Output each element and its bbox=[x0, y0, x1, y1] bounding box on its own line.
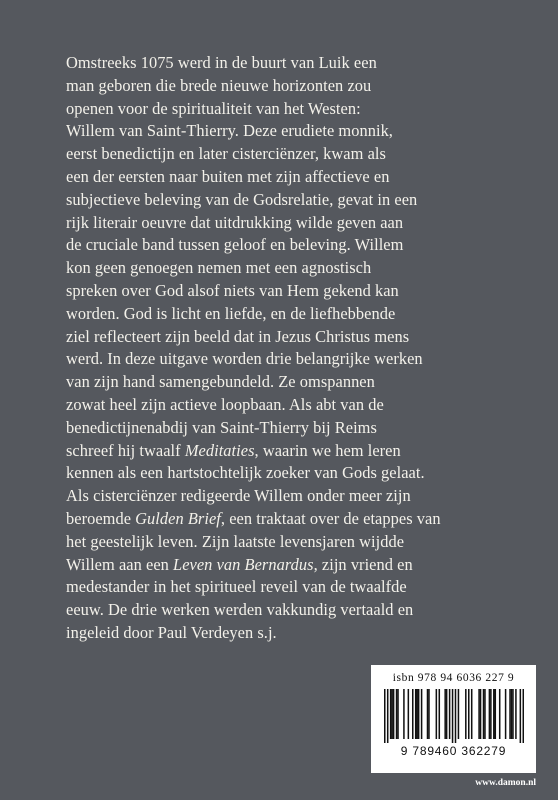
blurb-text: de cruciale band tussen geloof en beleving. Willem bbox=[66, 235, 404, 255]
barcode-bar bbox=[435, 689, 437, 739]
blurb-text: openen voor de spiritualiteit van het Westen: bbox=[66, 98, 361, 118]
blurb-line bbox=[66, 394, 536, 417]
blurb-line bbox=[66, 462, 536, 485]
barcode-bar bbox=[482, 689, 484, 739]
barcode-bars bbox=[384, 689, 524, 743]
barcode-bar bbox=[484, 689, 486, 739]
barcode-bar bbox=[468, 689, 470, 739]
blurb-text: kennen als een hartstochtelijk zoeker van Gods gelaat. bbox=[66, 463, 425, 483]
blurb-line bbox=[66, 189, 536, 212]
barcode-bar bbox=[493, 689, 495, 739]
blurb-line bbox=[66, 371, 536, 394]
barcode-bar bbox=[397, 689, 399, 739]
barcode-bar bbox=[512, 689, 514, 739]
book-title: Leven van Bernardus bbox=[173, 554, 314, 574]
blurb-line bbox=[66, 143, 536, 166]
blurb-text: het geestelijk leven. Zijn laatste levensjaren wijdde bbox=[66, 531, 405, 551]
blurb-text: Omstreeks 1075 werd in de buurt van Luik een bbox=[66, 53, 377, 72]
blurb-text: subjectieve beleving van de Godsrelatie, gevat in een bbox=[66, 189, 418, 209]
blurb-line bbox=[66, 280, 536, 303]
blurb-line bbox=[66, 576, 536, 599]
blurb-line bbox=[66, 326, 536, 349]
back-cover-blurb bbox=[66, 52, 536, 645]
blurb-line bbox=[66, 348, 536, 371]
barcode-bar bbox=[445, 689, 447, 739]
barcode-bar bbox=[470, 689, 472, 739]
barcode-bar bbox=[451, 689, 453, 743]
blurb-line bbox=[66, 440, 536, 463]
blurb-text: werd. In deze uitgave worden drie belangrijke werken bbox=[66, 349, 423, 369]
blurb-text: kon geen genoegen nemen met een agnostisch bbox=[66, 258, 372, 278]
barcode-bar bbox=[448, 689, 450, 739]
blurb-text: worden. God is licht en liefde, en de liefhebbende bbox=[66, 303, 396, 323]
blurb-text: eeuw. De drie werken werden vakkundig vertaald en bbox=[66, 600, 414, 620]
barcode-bar bbox=[389, 689, 391, 739]
barcode-bar bbox=[519, 689, 521, 743]
barcode-bar bbox=[504, 689, 506, 739]
barcode-bar bbox=[420, 689, 422, 739]
publisher-website: www.damon.nl bbox=[475, 778, 536, 788]
blurb-line bbox=[66, 98, 536, 121]
blurb-line bbox=[66, 52, 536, 75]
barcode-bar bbox=[392, 689, 394, 739]
book-title: Gulden Brief bbox=[135, 508, 221, 528]
blurb-line bbox=[66, 599, 536, 622]
barcode-bar bbox=[494, 689, 496, 739]
blurb-line bbox=[66, 622, 536, 645]
barcode-bar bbox=[416, 689, 418, 739]
blurb-line bbox=[66, 554, 536, 577]
blurb-text: medestander in het spiritueel reveil van de twaalfde bbox=[66, 577, 407, 597]
blurb-text: , een traktaat over de etappes van bbox=[220, 508, 441, 528]
barcode-bar bbox=[384, 689, 386, 743]
blurb-text: spreken over God alsof niets van Hem gekend kan bbox=[66, 280, 399, 300]
blurb-text: een der eersten naar buiten met zijn affectieve en bbox=[66, 166, 390, 186]
barcode-bar bbox=[490, 689, 492, 739]
blurb-text: van zijn hand samengebundeld. Ze omspannen bbox=[66, 372, 375, 392]
barcode-bar bbox=[414, 689, 416, 739]
book-title: Meditaties bbox=[184, 440, 255, 460]
blurb-text: zowat heel zijn actieve loopbaan. Als abt van de bbox=[66, 394, 384, 414]
barcode-bar bbox=[522, 689, 523, 743]
blurb-line bbox=[66, 531, 536, 554]
barcode-bar bbox=[478, 689, 480, 739]
barcode-bar bbox=[515, 689, 517, 739]
blurb-text: , zijn vriend en bbox=[313, 554, 413, 574]
blurb-text: schreef hij twaalf bbox=[66, 440, 185, 460]
barcode-bar bbox=[426, 689, 428, 739]
barcode-bar bbox=[509, 689, 511, 739]
barcode-bar bbox=[391, 689, 393, 739]
barcode-bar bbox=[407, 689, 409, 739]
blurb-text: ziel reflecteert zijn beeld dat in Jezus Christus mens bbox=[66, 326, 410, 346]
blurb-line bbox=[66, 120, 536, 143]
barcode-bar bbox=[479, 689, 481, 739]
isbn-label: isbn 978 94 6036 227 9 bbox=[392, 672, 515, 684]
blurb-text: benedictijnenabdij van Saint-Thierry bij Reims bbox=[66, 417, 377, 437]
isbn-barcode bbox=[371, 665, 536, 773]
barcode-bar bbox=[438, 689, 440, 739]
barcode-bar bbox=[417, 689, 419, 739]
barcode-bar bbox=[498, 689, 500, 739]
blurb-line bbox=[66, 212, 536, 235]
blurb-line bbox=[66, 303, 536, 326]
blurb-text: Willem aan een bbox=[66, 554, 174, 574]
barcode-bar bbox=[465, 689, 467, 739]
blurb-line bbox=[66, 508, 536, 531]
blurb-line bbox=[66, 417, 536, 440]
blurb-text: ingeleid door Paul Verdeyen s.j. bbox=[66, 622, 277, 642]
blurb-line bbox=[66, 75, 536, 98]
blurb-line bbox=[66, 485, 536, 508]
blurb-line bbox=[66, 166, 536, 189]
barcode-bar bbox=[386, 689, 388, 743]
barcode-digits: 9 789460 362279 bbox=[400, 744, 507, 758]
blurb-text: eerst benedictijn en later cisterciënzer, kwam als bbox=[66, 144, 386, 164]
blurb-text: Willem van Saint-Thierry. Deze erudiete monnik, bbox=[66, 121, 393, 141]
blurb-text: beroemde bbox=[66, 508, 136, 528]
barcode-bar bbox=[395, 689, 397, 739]
barcode-bar bbox=[444, 689, 446, 739]
barcode-bar bbox=[488, 689, 490, 739]
blurb-text: man geboren die brede nieuwe horizonten zou bbox=[66, 75, 372, 95]
blurb-text: , waarin we hem leren bbox=[254, 440, 401, 460]
blurb-text: rijk literair oeuvre dat uitdrukking wilde geven aan bbox=[66, 212, 404, 232]
barcode-bar bbox=[403, 689, 405, 739]
blurb-line bbox=[66, 234, 536, 257]
barcode-bar bbox=[510, 689, 512, 739]
barcode-bar bbox=[428, 689, 430, 739]
blurb-line bbox=[66, 257, 536, 280]
barcode-bar bbox=[454, 689, 456, 743]
blurb-text: Als cisterciënzer redigeerde Willem onder meer zijn bbox=[66, 486, 411, 506]
barcode-bar bbox=[412, 689, 414, 739]
barcode-bar bbox=[457, 689, 459, 739]
